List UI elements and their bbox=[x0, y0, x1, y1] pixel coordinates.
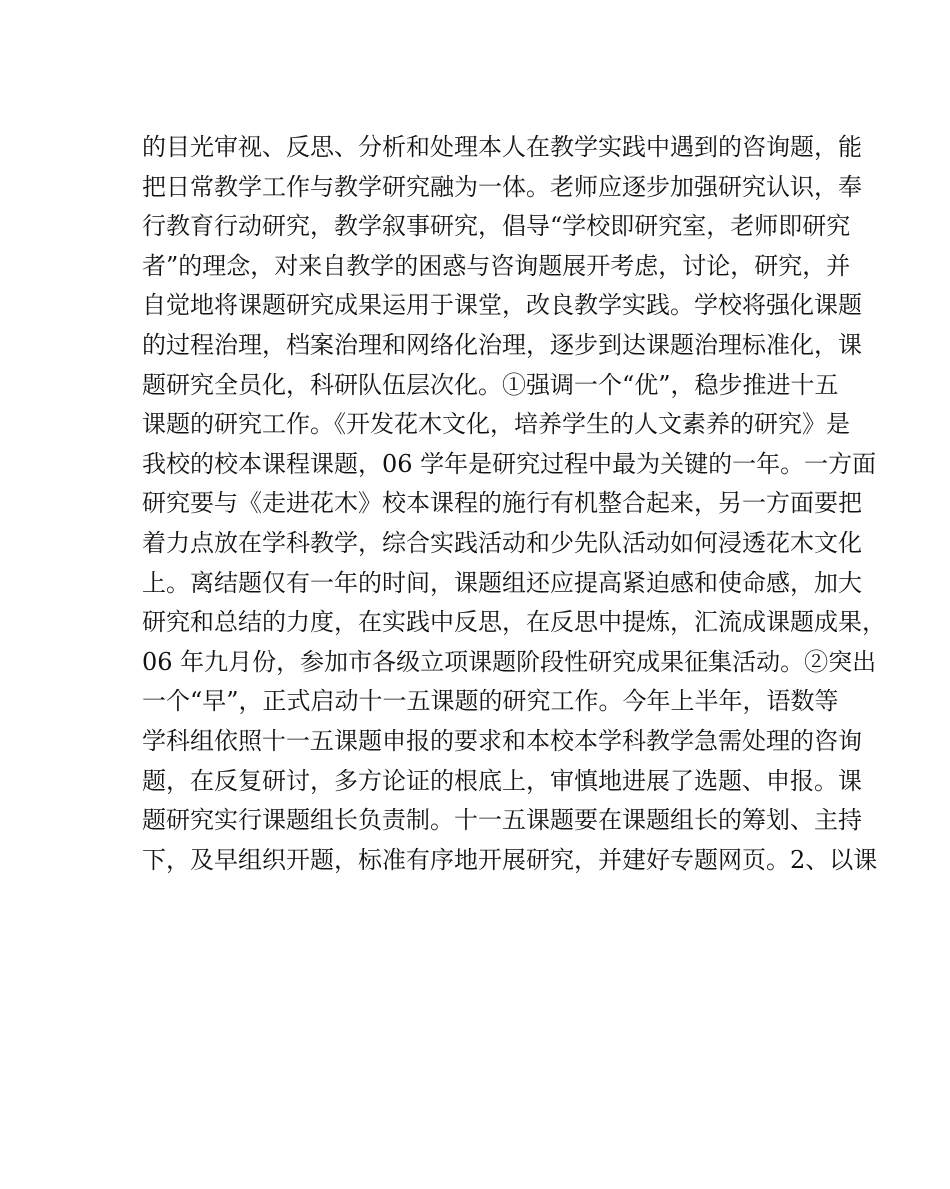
text-line: 题研究全员化，科研队伍层次化。①强调一个“优”，稳步推进十五 bbox=[142, 370, 839, 399]
text-line: 06 年九月份，参加市各级立项课题阶段性研究成果征集活动。②突出 bbox=[142, 647, 877, 676]
text-line: 的目光审视、反思、分析和处理本人在教学实践中遇到的咨询题，能 bbox=[142, 133, 862, 161]
text-line: 行教育行动研究，教学叙事研究，倡导“学校即研究室，老师即研究 bbox=[142, 212, 851, 241]
text-line: 者”的理念，对来自教学的困惑与咨询题展开考虑，讨论，研究，并 bbox=[142, 251, 851, 280]
text-line: 一个“早”，正式启动十一五课题的研究工作。今年上半年，语数等 bbox=[142, 687, 839, 716]
text-line: 研究和总结的力度，在实践中反思，在反思中提炼，汇流成课题成果， bbox=[142, 608, 886, 637]
text-line: 研究要与《走进花木》校本课程的施行有机整合起来，另一方面要把 bbox=[142, 489, 862, 518]
text-line: 自觉地将课题研究成果运用于课堂，改良教学实践。学校将强化课题 bbox=[142, 291, 862, 320]
body-text bbox=[142, 128, 886, 880]
text-line: 的过程治理，档案治理和网络化治理，逐步到达课题治理标准化，课 bbox=[142, 330, 862, 359]
text-line: 题，在反复研讨，多方论证的根底上，审慎地进展了选题、申报。课 bbox=[142, 766, 862, 795]
text-line: 着力点放在学科教学，综合实践活动和少先队活动如何浸透花木文化 bbox=[142, 528, 862, 557]
text-line: 学科组依照十一五课题申报的要求和本校本学科教学急需处理的咨询 bbox=[142, 726, 862, 755]
text-line: 下，及早组织开题，标准有序地开展研究，并建好专题网页。2、以课 bbox=[142, 845, 878, 874]
text-line: 题研究实行课题组长负责制。十一五课题要在课题组长的筹划、主持 bbox=[142, 806, 862, 835]
text-line: 我校的校本课程课题，06 学年是研究过程中最为关键的一年。一方面 bbox=[142, 449, 877, 478]
text-line: 课题的研究工作。《开发花木文化，培养学生的人文素养的研究》是 bbox=[142, 410, 850, 439]
text-line: 把日常教学工作与教学研究融为一体。老师应逐步加强研究认识，奉 bbox=[142, 172, 862, 201]
text-line: 上。离结题仅有一年的时间，课题组还应提高紧迫感和使命感，加大 bbox=[142, 568, 862, 597]
